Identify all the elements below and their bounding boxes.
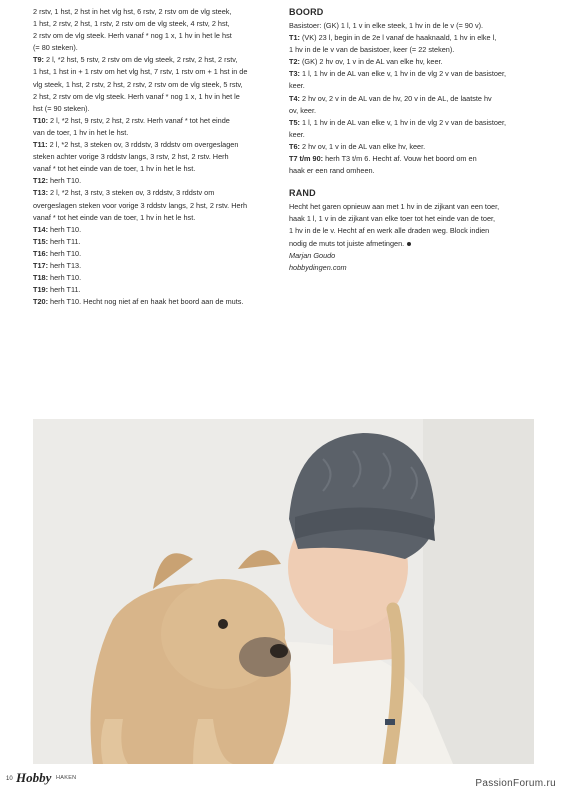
end-marker-icon [407, 242, 411, 246]
round-line [33, 163, 283, 175]
round-label: T6: [289, 141, 300, 151]
round-text: herh T11. [48, 236, 81, 246]
round-text: vlg steek, 1 hst, 2 rstv, 2 hst, 2 rstv, 2 rstv om de vlg steek, 5 rstv, [33, 79, 243, 89]
round-label: T7 t/m 90: [289, 154, 324, 164]
round-line [33, 284, 283, 296]
round-text: 1 hv in de le v van de basistoer, keer (= 22 steken). [289, 45, 455, 55]
round-line [33, 200, 283, 212]
round-text: (VK) 23 l, begin in de 2e l vanaf de haaknaald, 1 hv in elke l, [299, 33, 497, 43]
round-text: 2 hv ov, 1 v in de AL van elke hv, keer. [299, 141, 426, 151]
left-text-column [33, 6, 283, 308]
round-line [33, 127, 283, 139]
round-text: ov, keer. [289, 105, 317, 115]
round-line [289, 141, 534, 153]
round-line [33, 224, 283, 236]
round-text: herh T13. [48, 260, 82, 270]
round-text: herh T11. [48, 285, 81, 295]
round-label: T4: [289, 93, 300, 103]
page-number: 10 [6, 776, 13, 782]
round-text: van de toer, 1 hv in het le hst. [33, 127, 129, 137]
round-line [33, 139, 283, 151]
round-line [33, 91, 283, 103]
round-line [289, 117, 534, 129]
round-text: 1 l, 1 hv in de AL van elke v, 1 hv in de vlg 2 v van de basistoer, [299, 117, 507, 127]
round-line [33, 236, 283, 248]
round-label: T19: [33, 285, 49, 295]
round-text: herh T10. Hecht nog niet af en haak het boord aan de muts. [48, 297, 244, 307]
round-label: T2: [289, 57, 300, 67]
round-line [33, 115, 283, 127]
round-label: T11: [33, 140, 48, 150]
round-label: T1: [289, 33, 300, 43]
round-text: herh T10. [48, 176, 82, 186]
round-line [33, 103, 283, 115]
round-label: T20: [33, 297, 49, 307]
round-text: 2 l, *2 hst, 3 rstv, 3 steken ov, 3 rddstv, 3 rddstv om [48, 188, 215, 198]
round-text: keer. [289, 81, 305, 91]
round-line [33, 175, 283, 187]
round-label: T9: [33, 55, 44, 65]
round-label: T3: [289, 69, 300, 79]
round-text: herh T3 t/m 6. Hecht af. Vouw het boord om en [323, 154, 477, 164]
pattern-intro [33, 6, 283, 54]
round-text: steken achter vorige 3 rddstv langs, 3 rstv, 2 hst, 2 rstv. Herh [33, 152, 229, 162]
round-line [289, 32, 534, 44]
text-line: 2 rstv, 1 hst, 2 hst in het vlg hst, 6 rstv, 2 rstv om de vlg steek, [33, 7, 232, 16]
round-line [33, 151, 283, 163]
round-line [33, 66, 283, 78]
round-line [289, 56, 534, 68]
watermark-text: PassionForum.ru [475, 778, 556, 789]
round-text: (GK) 2 hv ov, 1 v in de AL van elke hv, keer. [299, 57, 443, 67]
photo-woman-with-puppy [33, 419, 534, 764]
boord-heading: BOORD [289, 7, 324, 17]
round-line [289, 68, 534, 80]
round-line [289, 153, 534, 165]
round-text: overgeslagen steken voor vorige 3 rddstv langs, 2 hst, 2 rstv. Herh [33, 200, 248, 210]
text-line: nodig de muts tot juiste afmetingen. [289, 238, 534, 250]
round-text: herh T10. [48, 224, 82, 234]
round-text: 2 hst, 2 rstv om de vlg steek. Herh vanaf * nog 1 x, 1 hv in het le [33, 91, 240, 101]
author-name: Marjan Goudo [289, 250, 336, 260]
round-line [33, 187, 283, 199]
round-text: herh T10. [48, 273, 82, 283]
round-line [289, 80, 534, 92]
round-text: 1 l, 1 hv in de AL van elke v, 1 hv in de vlg 2 v van de basistoer, [299, 69, 507, 79]
round-line [289, 165, 534, 177]
round-line [289, 93, 534, 105]
round-text: 2 hv ov, 2 v in de AL van de hv, 20 v in de AL, de laatste hv [299, 93, 492, 103]
text-line: Basistoer: (GK) 1 l, 1 v in elke steek, 1 hv in de le v (= 90 v). [289, 21, 484, 30]
round-line [33, 272, 283, 284]
round-line [33, 212, 283, 224]
round-line [289, 105, 534, 117]
round-line [33, 260, 283, 272]
round-text: vanaf * tot het einde van de toer, 1 hv in het le hst. [33, 212, 196, 222]
round-text: herh T10. [48, 248, 82, 258]
rand-instructions [289, 201, 534, 249]
round-text: 2 l, *2 hst, 3 steken ov, 3 rddstv, 3 rddstv om overgeslagen [47, 140, 239, 150]
magazine-logo: Hobby [16, 770, 52, 785]
round-line [289, 129, 534, 141]
rand-heading: RAND [289, 188, 316, 199]
round-label: T13: [33, 188, 49, 198]
round-label: T14: [33, 224, 49, 234]
round-text: 2 l, *2 hst, 5 rstv, 2 rstv om de vlg steek, 2 rstv, 2 hst, 2 rstv, [43, 55, 238, 65]
round-text: hst (= 90 steken). [33, 103, 90, 113]
round-label: T15: [33, 236, 49, 246]
round-label: T18: [33, 273, 49, 283]
round-line [33, 296, 283, 308]
text-line: Hecht het garen opnieuw aan met 1 hv in de zijkant van een toer, [289, 202, 500, 212]
text-line: 1 hst, 2 rstv, 2 hst, 1 rstv, 2 rstv om de vlg steek, 4 rstv, 2 hst, [33, 19, 230, 29]
round-label: T5: [289, 117, 300, 127]
website-credit: hobbydingen.com [289, 262, 347, 272]
round-line [33, 79, 283, 91]
pattern-rounds [33, 54, 283, 308]
boord-intro [289, 20, 534, 32]
boord-rounds [289, 32, 534, 177]
round-line [33, 54, 283, 66]
round-label: T17: [33, 260, 49, 270]
round-text: haak er een rand omheen. [289, 166, 375, 176]
round-label: T12: [33, 176, 49, 186]
text-line: haak 1 l, 1 v in de zijkant van elke toer tot het einde van de toer, [289, 214, 496, 224]
round-line [289, 44, 534, 56]
round-label: T16: [33, 248, 49, 258]
right-text-column [289, 6, 534, 274]
magazine-logo-sub: HAKEN [56, 775, 77, 781]
text-line: (= 80 steken). [33, 43, 78, 53]
round-label: T10: [33, 115, 49, 125]
round-text: vanaf * tot het einde van de toer, 1 hv in het le hst. [33, 164, 196, 174]
page-footer [0, 764, 566, 800]
text-line: 1 hv in de le v. Hecht af en werk alle draden weg. Block indien [289, 226, 490, 236]
round-text: 1 hst, 1 hst in + 1 rstv om het vlg hst, 7 rstv, 1 rstv om + 1 hst in de [33, 67, 248, 77]
round-line [33, 248, 283, 260]
round-text: keer. [289, 129, 305, 139]
round-text: 2 l, *2 hst, 9 rstv, 2 hst, 2 rstv. Herh vanaf * tot het einde [48, 115, 230, 125]
text-line: 2 rstv om de vlg steek. Herh vanaf * nog 1 x, 1 hv in het le hst [33, 31, 232, 41]
photo-illustration [33, 419, 534, 764]
